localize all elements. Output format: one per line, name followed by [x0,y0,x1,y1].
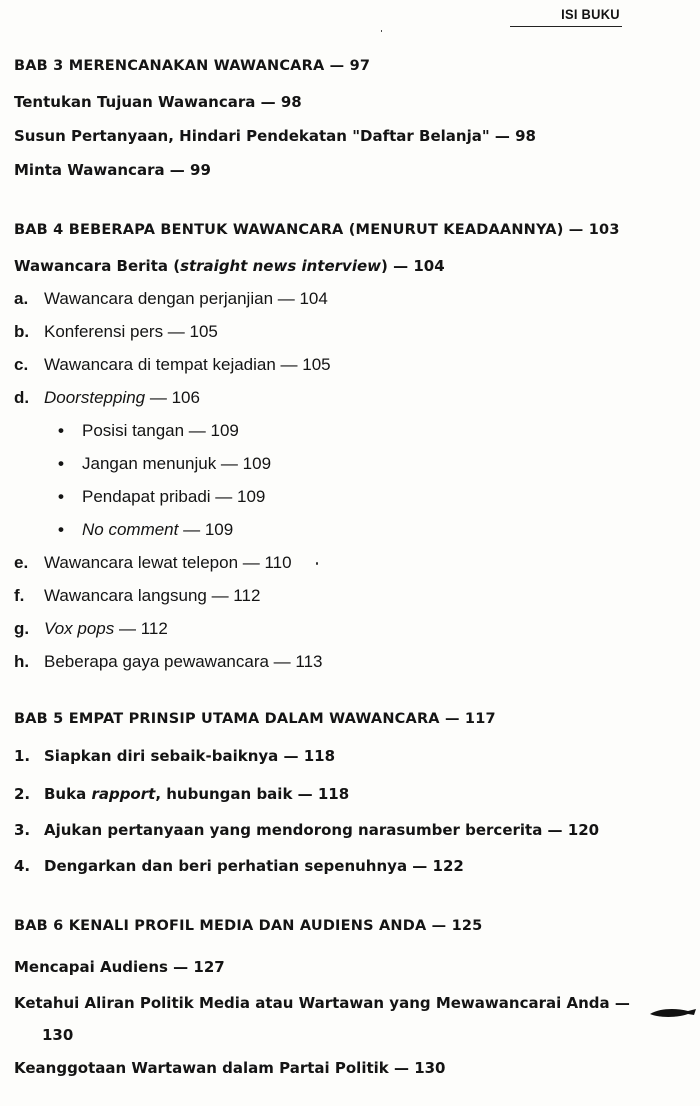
item-text [44,388,200,408]
item-text: Dengarkan dan beri perhatian sepenuhnya — 122 [44,857,464,875]
ink-mark-icon [648,1006,698,1020]
item-rest: , hubungan baik — 118 [155,785,350,803]
item-label: e. [14,553,29,572]
item-label: 1. [14,747,31,765]
item-text: Wawancara dengan perjanjian — 104 [44,289,328,308]
toc-entry: Minta Wawancara — 99 [14,161,211,179]
chapter-3-heading: BAB 3 MERENCANAKAN WAWANCARA — 97 [14,58,371,74]
toc-entry: Keanggotaan Wartawan dalam Partai Politik — 130 [14,1059,446,1077]
section-suffix: ) — 104 [381,257,445,275]
toc-section [14,257,445,275]
page-header-title: ISI BUKU [561,6,620,22]
item-text: Ajukan pertanyaan yang mendorong narasumber bercerita — 120 [44,821,600,839]
item-label: b. [14,322,30,341]
item-prefix: Buka [44,785,92,803]
item-label: a. [14,289,29,308]
chapter-5-heading: BAB 5 EMPAT PRINSIP UTAMA DALAM WAWANCARA — 117 [14,711,496,727]
item-label: h. [14,652,30,671]
bullet-text: Posisi tangan — 109 [82,421,239,440]
item-label: c. [14,355,29,374]
bullet-text [82,520,233,540]
item-text: Wawancara lewat telepon — 110 [44,553,292,572]
item-label: 3. [14,821,31,839]
chapter-6-heading: BAB 6 KENALI PROFIL MEDIA DAN AUDIENS ANDA — 125 [14,918,483,934]
bullet-dot: • [58,520,64,539]
item-rest: — 106 [145,388,200,407]
item-label: d. [14,388,30,407]
item-italic: rapport [91,785,156,803]
item-text: Konferensi pers — 105 [44,322,218,341]
toc-entry: Tentukan Tujuan Wawancara — 98 [14,93,302,111]
bullet-dot: • [58,454,64,473]
bullet-dot: • [58,421,64,440]
toc-entry: Mencapai Audiens — 127 [14,958,225,976]
bullet-text: Jangan menunjuk — 109 [82,454,272,473]
item-text: Beberapa gaya pewawancara — 113 [44,652,323,671]
item-text [44,785,349,803]
item-italic: Doorstepping [44,388,146,407]
item-rest: — 112 [114,619,168,638]
bullet-italic: No comment [82,520,179,539]
bullet-text: Pendapat pribadi — 109 [82,487,266,506]
item-label: f. [14,586,25,605]
bullet-dot: • [58,487,64,506]
item-text: Wawancara langsung — 112 [44,586,261,605]
item-label: 4. [14,857,31,875]
header-rule [510,26,622,27]
scan-speck [316,562,318,565]
section-prefix: Wawancara Berita ( [14,257,181,275]
item-text [44,619,168,639]
item-italic: Vox pops [44,619,115,638]
section-italic: straight news interview [180,257,382,275]
item-label: 2. [14,785,31,803]
item-text: Wawancara di tempat kejadian — 105 [44,355,331,374]
chapter-4-heading: BAB 4 BEBERAPA BENTUK WAWANCARA (MENURUT KEADAANNYA) — 103 [14,222,620,238]
toc-entry: Susun Pertanyaan, Hindari Pendekatan "Daftar Belanja" — 98 [14,127,536,145]
toc-entry: Ketahui Aliran Politik Media atau Wartawan yang Mewawancarai Anda — [14,994,630,1012]
item-text: Siapkan diri sebaik-baiknya — 118 [44,747,336,765]
toc-entry-continuation: 130 [42,1026,74,1044]
scan-speck [381,30,382,32]
bullet-rest: — 109 [178,520,234,539]
item-label: g. [14,619,30,638]
